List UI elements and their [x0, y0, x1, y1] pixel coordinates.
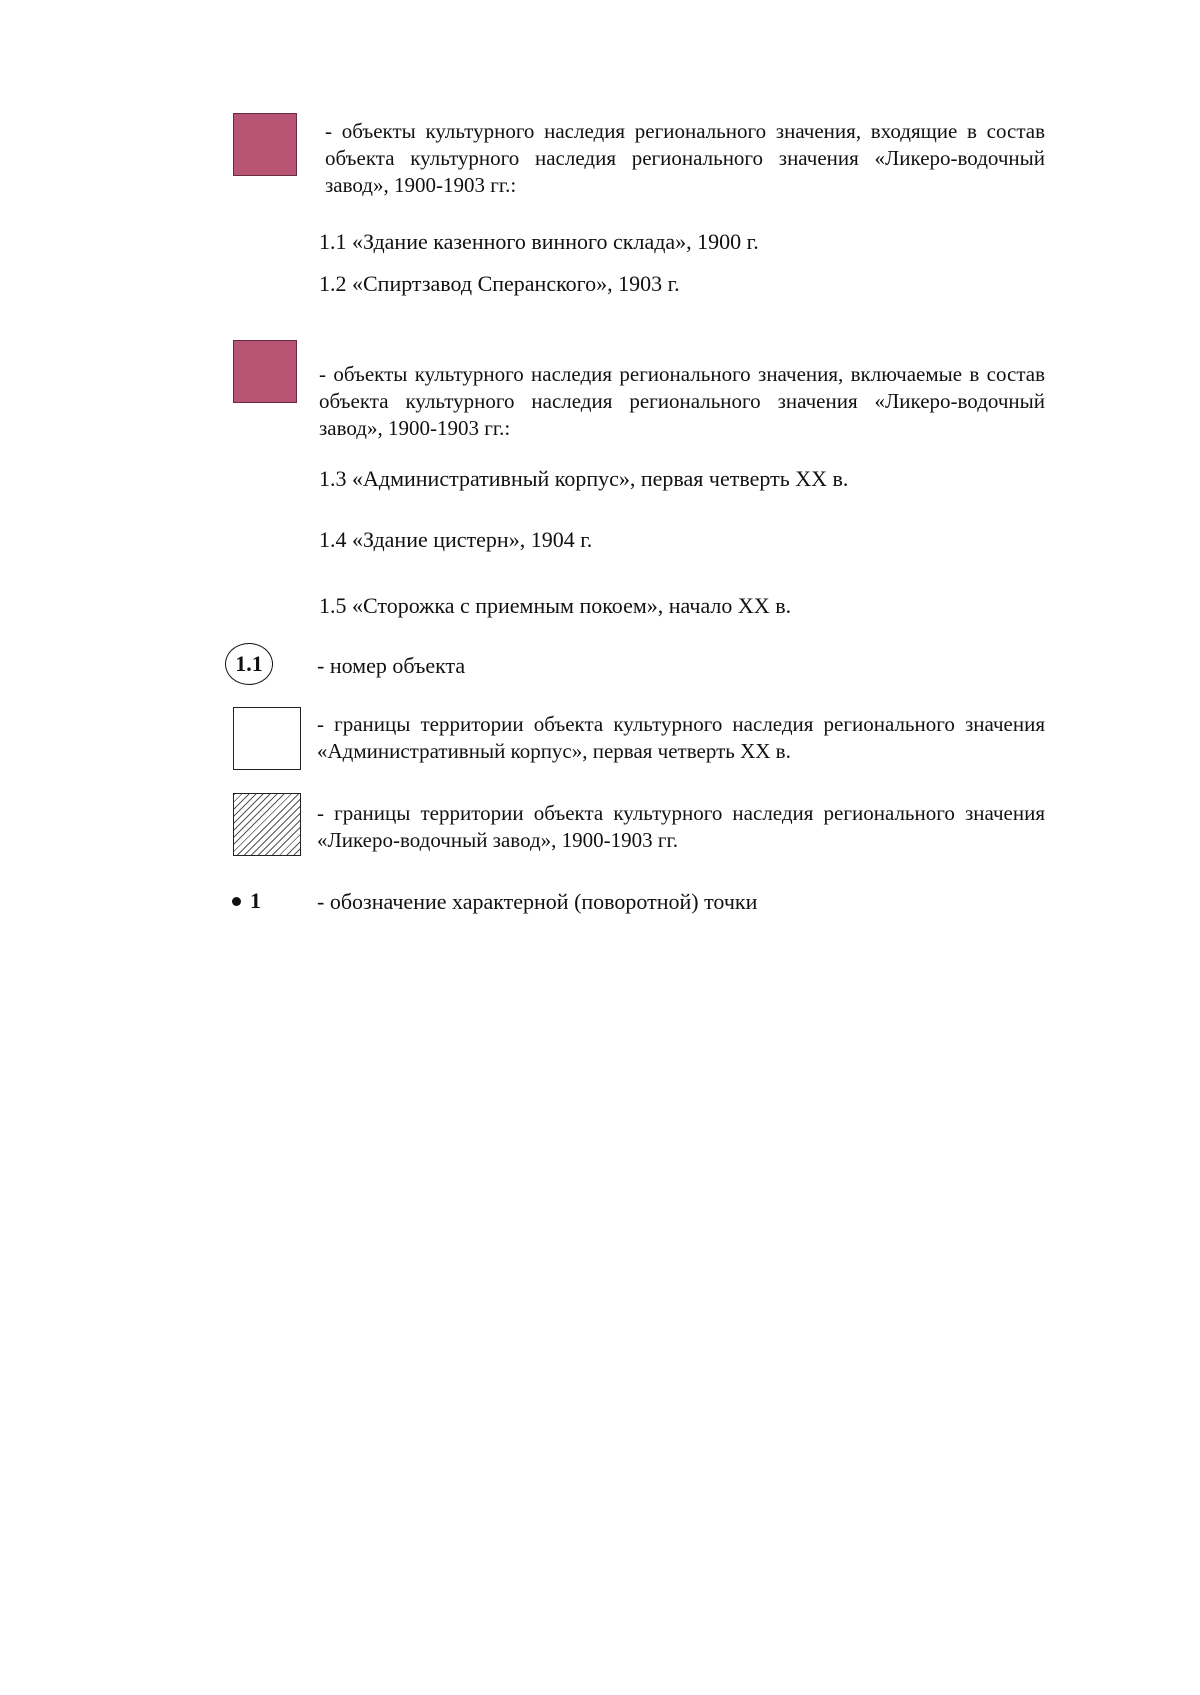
- object-number-description: - номер объекта: [317, 653, 466, 678]
- entry2-item-1: 1.3 «Административный корпус», первая четверть XX в.: [319, 466, 849, 491]
- boundary-admin-description: - границы территории объекта культурного наследия регионального значения «Административный корпус», первая четверть XX в.: [317, 712, 1045, 763]
- turning-point-symbol-text: 1: [250, 888, 261, 913]
- entry1-description: - объекты культурного наследия регионального значения, входящие в состав объекта культурного наследия регионального значения «Ликеро-водочный завод», 1900-1903 гг.:: [325, 119, 1045, 197]
- entry1-item-2: 1.2 «Спиртзавод Сперанского», 1903 г.: [319, 271, 680, 296]
- regional-object-included-swatch: [233, 113, 297, 176]
- turning-point-description: - обозначение характерной (поворотной) точки: [317, 889, 758, 914]
- entry1-item-1: 1.1 «Здание казенного винного склада», 1900 г.: [319, 229, 759, 254]
- object-number-symbol-text: 1.1: [235, 651, 263, 676]
- entry2-item-3: 1.5 «Сторожка с приемным покоем», начало XX в.: [319, 593, 792, 618]
- turning-point-symbol: [232, 888, 261, 914]
- boundary-plant-description: - границы территории объекта культурного наследия регионального значения «Ликеро-водочный завод», 1900-1903 гг.: [317, 801, 1045, 852]
- regional-object-included-new-swatch: [233, 340, 297, 403]
- boundary-admin-swatch: [233, 707, 301, 770]
- entry2-description: - объекты культурного наследия регионального значения, включаемые в состав объекта культурного наследия регионального значения «Ликеро-водочный завод», 1900-1903 гг.:: [319, 362, 1045, 440]
- boundary-plant-swatch: [233, 793, 301, 856]
- object-number-symbol: [225, 643, 273, 685]
- entry2-item-2: 1.4 «Здание цистерн», 1904 г.: [319, 527, 593, 552]
- turning-point-dot-icon: [232, 897, 241, 906]
